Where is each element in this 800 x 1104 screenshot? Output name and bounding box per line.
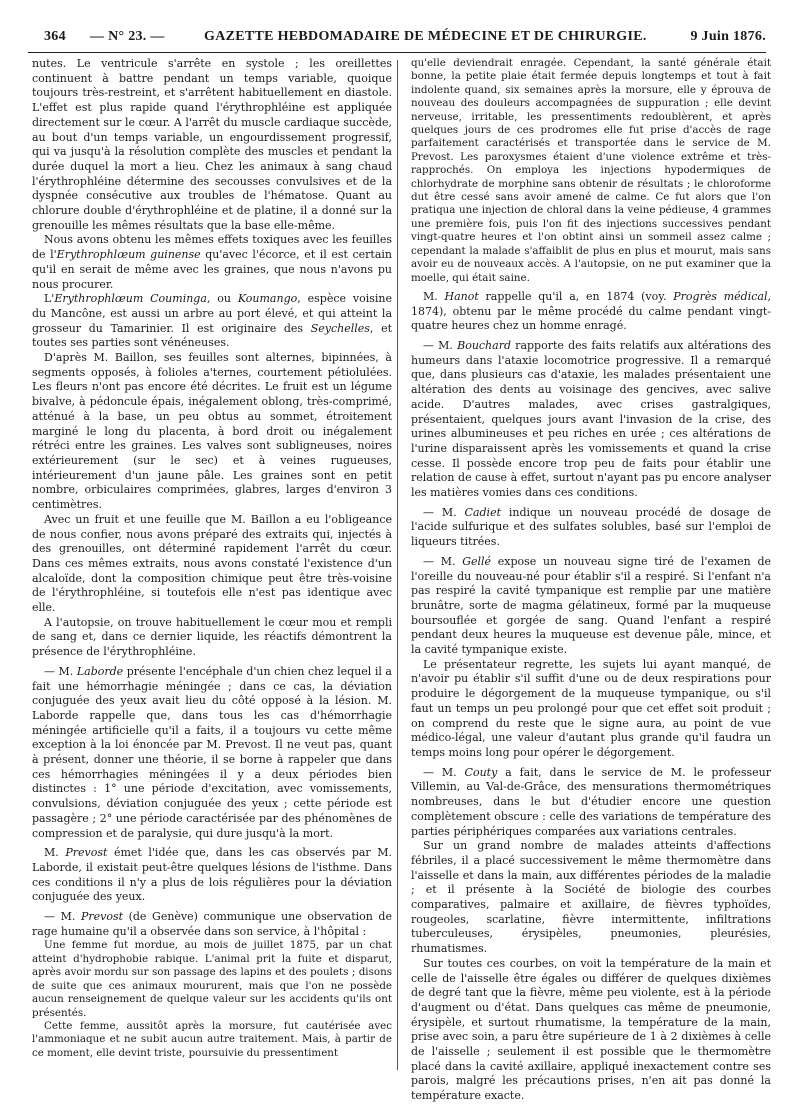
- paragraph: — M. Laborde présente l'encéphale d'un chien chez lequel il a fait une hémorrhagie méningée ; dans ce cas, la déviation conjuguée des yeux avait lieu du côté opposé à la lésion. M. Laborde rappelle que, dans tous les cas d'hémorrhagie méningée artificielle qu'il a faits, il a toujours vu cette même exception à la loi énoncée par M. Prevost. Il ne veut pas, quant à présent, donner une théorie, il se borne à rappeler que dans ces hémorrhagies méningées il y a deux périodes bien distinctes : 1° une période d'excitation, avec vomissements, convulsions, déviation conjuguée des yeux ; cette période est passagère ; 2° une période caractérisée par des phénomènes de compression et de paralysie, qui dure jusqu'à la mort.: [32, 664, 392, 840]
- paragraph: M. Hanot rappelle qu'il a, en 1874 (voy. Progrès médical, 1874), obtenu par le même procédé du calme pendant vingt-quatre heures chez un homme enragé.: [411, 289, 771, 333]
- paragraph: — M. Prevost (de Genève) communique une observation de rage humaine qu'il a observée dans son service, à l'hôpital :: [32, 910, 392, 938]
- issue-date: 9 Juin 1876.: [690, 29, 766, 44]
- paragraph: Nous avons obtenu les mêmes effets toxiques avec les feuilles de l'Erythrophlœum guinense qu'avec l'écorce, et il est certain qu'il en serait de même avec les graines, que nous n'avons pu nous procurer.: [32, 233, 392, 291]
- paragraph: — M. Gellé expose un nouveau signe tiré de l'examen de l'oreille du nouveau-né pour établir s'il a respiré. Si l'enfant n'a pas respiré la cavité tympanique est remplie par une matière brunâtre, sorte de magma gélatineux, formé par la muqueuse boursouflée et gorgée de sang. Quand l'enfant a respiré pendant deux heures la muqueuse est devenue pâle, mince, et la cavité tympanique existe.: [411, 554, 771, 657]
- paragraph: M. Prevost émet l'idée que, dans les cas observés par M. Laborde, il existait peut-être quelques lésions de l'isthme. Dans ces conditions il n'y a plus de lois régulières pour la déviation conjuguée des yeux.: [32, 846, 392, 904]
- issue-number: — N° 23. —: [90, 29, 165, 44]
- header-rule: [28, 52, 766, 53]
- case-report-paragraph: qu'elle deviendrait enragée. Cependant, la santé générale était bonne, la petite plaie était fermée depuis longtemps et tout à fait indolente quand, six semaines après la morsure, elle y éprouva de nouveau des douleurs accompagnées de suppuration ; elle devint nerveuse, irritable, les pressentiments redoublèrent, et après quelques jours de ces prodromes elle fut prise d'accès de rage parfaitement caractérisés et transportée dans le service de M. Prevost. Les paroxysmes étaient d'une violence extrême et très-rapprochés. On employa les injections hypodermiques de chlorhydrate de morphine sans obtenir de résultats ; le chloroforme dut être cessé sans avoir amené de calme. Ce fut alors que l'on pratiqua une injection de chloral dans la veine pédieuse, 4 grammes une première fois, puis l'on fit des injections successives pendant vingt-quatre heures et l'on obtint ainsi un sommeil assez calme ; cependant la malade s'affaiblit de plus en plus et mourut, mais sans avoir eu de nouveaux accès. A l'autopsie, on ne put examiner que la moelle, qui était saine.: [411, 57, 771, 284]
- paragraph: — M. Bouchard rapporte des faits relatifs aux altérations des humeurs dans l'ataxie locomotrice progressive. Il a remarqué que, dans plusieurs cas d'ataxie, les malades présentaient une altération des dents au voisinage des gencives, avec salive acide. D'autres malades, avec crises gastralgiques, présentaient, quelques jours avant l'invasion de la crise, des urines albumineuses et peu riches en urée ; ces altérations de l'urine disparaissent après les vomissements et quand la crise cesse. Il possède encore trop peu de faits pour établir une relation de cause à effet, surtout n'ayant pas pu encore analyser les matières vomies dans ces conditions.: [411, 339, 771, 500]
- case-report-paragraph: Cette femme, aussitôt après la morsure, fut cautérisée avec l'ammoniaque et ne subit aucun autre traitement. Mais, à partir de ce moment, elle devint triste, poursuivie du pressentiment: [32, 1019, 392, 1059]
- page-number: 364: [44, 29, 66, 44]
- paragraph: Avec un fruit et une feuille que M. Baillon a eu l'obligeance de nous confier, nous avons préparé des extraits qui, injectés à des grenouilles, ont déterminé rapidement l'arrêt du cœur. Dans ces mêmes extraits, nous avons constaté l'existence d'un alcaloïde, dont la composition chimique peut être très-voisine de l'érythrophléine, si toutefois elle n'est pas identique avec elle.: [32, 512, 392, 615]
- right-column: [411, 57, 771, 1103]
- column-divider: [397, 60, 398, 1070]
- paragraph: D'après M. Baillon, ses feuilles sont alternes, bipinnées, à segments opposés, à folioles a'ternes, courtement pétiolulées. Les fleurs n'ont pas encore été décrites. Le fruit est un légume bivalve, à pédoncule épais, inégalement oblong, très-comprimé, atténué à la base, un peu obtus au sommet, étroitement marginé le long du placenta, à bord droit ou inégalement rétréci entre les graines. Les valves sont subligneuses, noires extérieurement (sur le sec) et à veines rugueuses, intérieurement d'un jaune pâle. Les graines sont en petit nombre, orbiculaires comprimées, glabres, larges d'environ 3 centimètres.: [32, 351, 392, 512]
- left-column: [32, 57, 392, 1077]
- paragraph: Sur toutes ces courbes, on voit la température de la main et celle de l'aisselle être égales ou différer de quelques dixièmes de degré tant que la fièvre, même peu violente, est à la période d'augment ou d'état. Dans quelques cas même de pneumonie, érysipèle, et surtout rhumatisme, la température de la main, prise avec soin, a paru être supérieure de 1 à 2 dixièmes à celle de l'aisselle ; seulement il est possible que le thermomètre placé dans la cavité axillaire, appliqué inexactement contre ses parois, malgré les précautions prises, n'en ait pas donné la température exacte.: [411, 956, 771, 1103]
- paragraph: Sur un grand nombre de malades atteints d'affections fébriles, il a placé successivement le même thermomètre dans l'aisselle et dans la main, aux différentes périodes de la maladie ; et il présente à la Société de biologie des courbes comparatives, palmaire et axillaire, de fièvres typhoïdes, rougeoles, scarlatine, fièvre intermittente, infiltrations tuberculeuses, érysipèles, pneumonies, pleurésies, rhumatismes.: [411, 839, 771, 956]
- paragraph: nutes. Le ventricule s'arrête en systole ; les oreillettes continuent à battre pendant un temps variable, quoique toujours très-restreint, et s'arrêtent habituellement en diastole. L'effet est plus rapide quand l'érythrophléine est appliquée directement sur le cœur. A l'arrêt du muscle cardiaque succède, au bout d'un temps variable, un engourdissement progressif, qui va jusqu'à la résolution complète des muscles et pendant la durée duquel la mort a lieu. Chez les animaux à sang chaud l'érythrophléine détermine des secousses convulsives et de la dyspnée consécutive aux troubles de l'hématose. Quant au chlorure double d'érythrophléine et de platine, il a donné sur la grenouille les mêmes résultats que la base elle-même.: [32, 57, 392, 232]
- paragraph: — M. Couty a fait, dans le service de M. le professeur Villemin, au Val-de-Grâce, des mensurations thermométriques nombreuses, dans le but d'étudier encore une question complètement obscure : celle des variations de température des parties périphériques comparées aux variations centrales.: [411, 765, 771, 838]
- running-header: [28, 26, 766, 50]
- case-report-paragraph: Une femme fut mordue, au mois de juillet 1875, par un chat atteint d'hydrophobie rabique. L'animal prit la fuite et disparut, après avoir mordu sur son passage des lapins et des poulets ; disons de suite que ces animaux moururent, mais que l'on ne possède aucun renseignement de quelque valeur sur les accidents qu'ils ont présentés.: [32, 939, 392, 1019]
- paragraph: Le présentateur regrette, les sujets lui ayant manqué, de n'avoir pu établir s'il suffit d'une ou de deux respirations pour produire le dégorgement de la muqueuse tympanique, ou s'il faut un temps un peu prolongé pour que cet effet soit produit ; on comprend du reste que le signe aura, au point de vue médico-légal, une valeur d'autant plus grande qu'il faudra un temps moins long pour opérer le dégorgement.: [411, 657, 771, 759]
- paragraph: A l'autopsie, on trouve habituellement le cœur mou et rempli de sang et, dans ce dernier liquide, les réactifs démontrent la présence de l'érythrophléine.: [32, 615, 392, 659]
- journal-title: GAZETTE HEBDOMADAIRE DE MÉDECINE ET DE CHIRURGIE.: [204, 29, 647, 44]
- paragraph: L'Erythrophlœum Couminga, ou Koumango, espèce voisine du Mancône, est aussi un arbre au port élevé, et qui atteint la grosseur du Tamarinier. Il est originaire des Seychelles, et toutes ses parties sont vénéneuses.: [32, 292, 392, 350]
- paragraph: — M. Cadiet indique un nouveau procédé de dosage de l'acide sulfurique et des sulfates solubles, basé sur l'emploi de liqueurs titrées.: [411, 505, 771, 549]
